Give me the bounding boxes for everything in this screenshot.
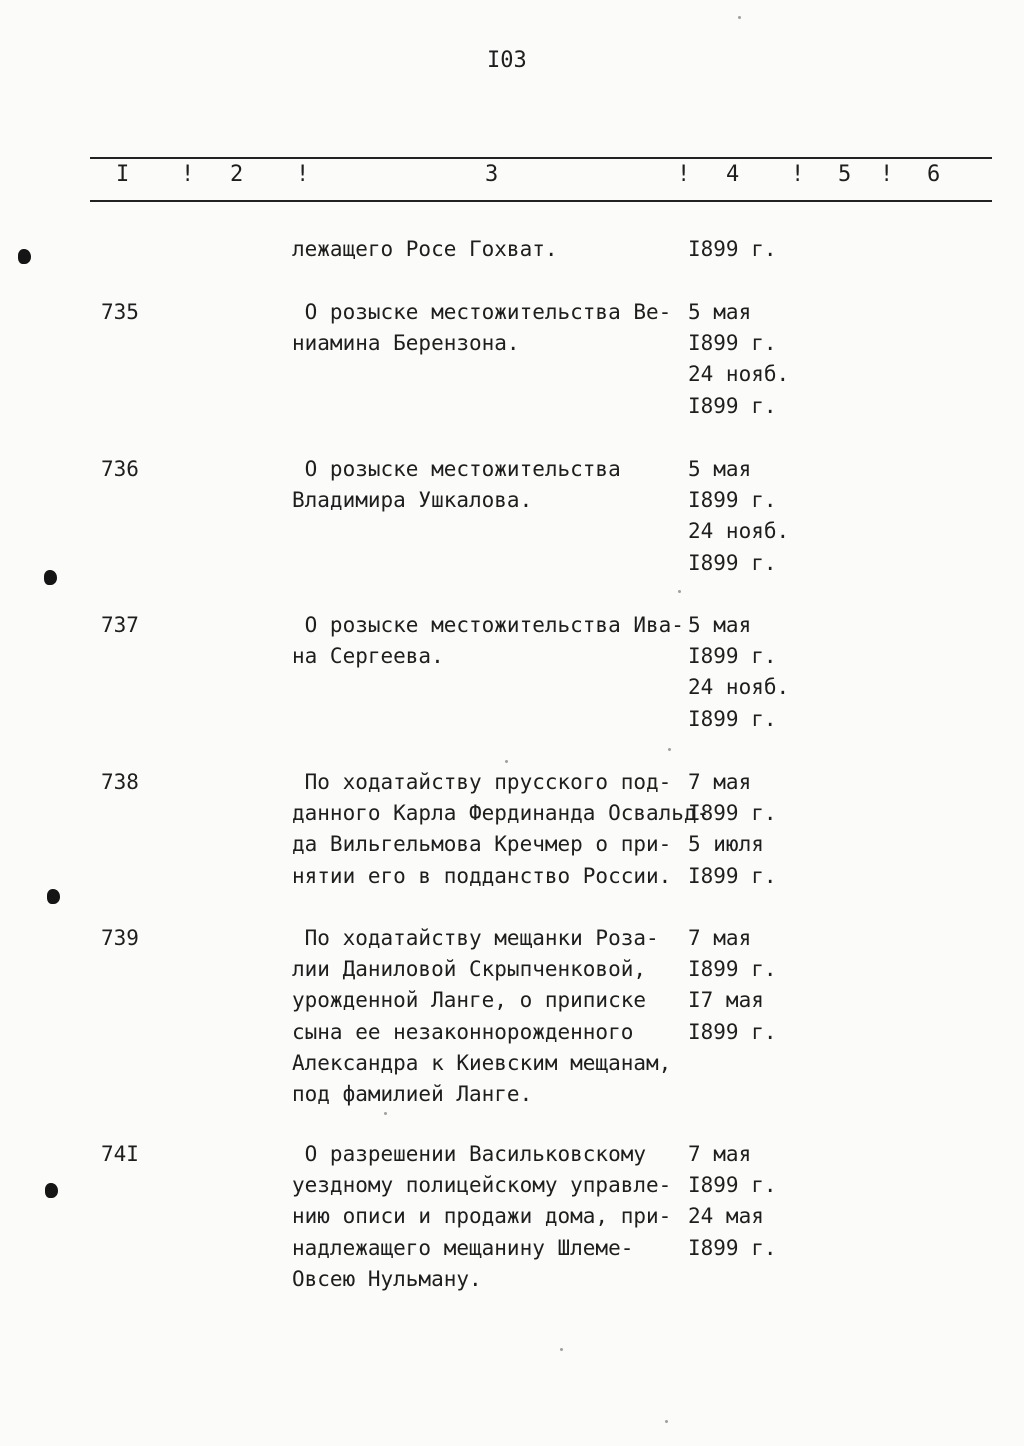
description-line: да Вильгельмова Кречмер о при- (292, 832, 672, 857)
entry-description (292, 767, 710, 892)
entry-dates (688, 1139, 848, 1264)
table-header-row (0, 162, 1024, 192)
date-line: 5 мая (688, 300, 752, 324)
description-line: О розыске местожительства (292, 457, 621, 481)
column-header: I (116, 162, 130, 187)
scan-speck (560, 1348, 563, 1351)
description-line: на Сергеева. (292, 644, 444, 669)
date-line: I899 г. (688, 550, 777, 575)
date-line: 7 мая (688, 1142, 752, 1166)
date-line: I899 г. (688, 1173, 777, 1198)
punch-hole-mark (44, 570, 57, 585)
punch-hole-mark (47, 889, 60, 904)
description-line: нятии его в подданство России. (292, 863, 672, 888)
description-line: нию описи и продажи дома, при- (292, 1204, 672, 1229)
description-line: лежащего Росе Гохват. (292, 237, 558, 261)
column-header: 4 (726, 162, 740, 187)
description-line: Владимира Ушкалова. (292, 488, 533, 513)
date-line: 24 нояб. (688, 675, 790, 700)
entry-description (292, 610, 692, 672)
column-separator: ! (181, 162, 195, 187)
date-line: 24 нояб. (688, 519, 790, 544)
entry-number: 739 (101, 926, 139, 950)
description-line: Овсею Нульману. (292, 1266, 482, 1291)
description-line: ниамина Берензона. (292, 331, 520, 356)
entry-dates (688, 297, 848, 422)
entry-dates (688, 610, 848, 735)
column-separator: ! (677, 162, 691, 187)
table-bottom-rule (90, 200, 992, 202)
entry-dates (688, 454, 848, 579)
description-line: сына ее незаконнорожденного (292, 1019, 634, 1044)
scan-speck (665, 1420, 668, 1423)
entry-dates (688, 923, 848, 1048)
description-line: О розыске местожительства Ива- (292, 613, 684, 637)
column-header: 3 (485, 162, 499, 187)
date-line: 5 июля (688, 832, 764, 857)
entry-number: 74I (101, 1142, 139, 1166)
date-line: I899 г. (688, 237, 777, 261)
date-line: I899 г. (688, 706, 777, 731)
date-line: 7 мая (688, 926, 752, 950)
entry-dates (688, 767, 848, 892)
description-line: О разрешении Васильковскому (292, 1142, 647, 1166)
description-line: лии Даниловой Скрыпченковой, (292, 957, 647, 982)
column-separator: ! (296, 162, 310, 187)
date-line: I899 г. (688, 801, 777, 826)
date-line: 5 мая (688, 457, 752, 481)
column-header: 2 (230, 162, 244, 187)
date-line: I7 мая (688, 988, 764, 1013)
description-line: надлежащего мещанину Шлеме- (292, 1235, 634, 1260)
punch-hole-mark (45, 1183, 58, 1198)
scan-speck (678, 590, 681, 593)
entry-number: 738 (101, 770, 139, 794)
scan-speck (384, 1112, 387, 1115)
column-separator: ! (880, 162, 894, 187)
date-line: I899 г. (688, 488, 777, 513)
entry-dates (688, 234, 848, 265)
date-line: 24 мая (688, 1204, 764, 1229)
entry-number: 737 (101, 613, 139, 637)
description-line: данного Карла Фердинанда Освальд- (292, 801, 710, 826)
description-line: По ходатайству мещанки Роза- (292, 926, 659, 950)
date-line: I899 г. (688, 331, 777, 356)
entry-description (292, 1139, 692, 1295)
date-line: 7 мая (688, 770, 752, 794)
date-line: I899 г. (688, 1235, 777, 1260)
date-line: I899 г. (688, 644, 777, 669)
date-line: I899 г. (688, 1019, 777, 1044)
page-number: I03 (487, 48, 527, 73)
column-header: 5 (838, 162, 852, 187)
column-separator: ! (791, 162, 805, 187)
description-line: урожденной Ланге, о приписке (292, 988, 647, 1013)
scan-speck (738, 16, 741, 19)
table-top-rule (90, 157, 992, 159)
entry-description (292, 234, 692, 265)
entry-number: 736 (101, 457, 139, 481)
description-line: уездному полицейскому управле- (292, 1173, 672, 1198)
scan-speck (505, 760, 508, 763)
date-line: I899 г. (688, 393, 777, 418)
description-line: под фамилией Ланге. (292, 1081, 533, 1106)
description-line: По ходатайству прусского под- (292, 770, 672, 794)
entry-description (292, 923, 692, 1110)
date-line: I899 г. (688, 957, 777, 982)
entry-number: 735 (101, 300, 139, 324)
scan-speck (668, 748, 671, 751)
description-line: Александра к Киевским мещанам, (292, 1050, 672, 1075)
entry-description (292, 454, 692, 516)
date-line: 5 мая (688, 613, 752, 637)
punch-hole-mark (18, 249, 31, 264)
date-line: I899 г. (688, 863, 777, 888)
description-line: О розыске местожительства Ве- (292, 300, 672, 324)
date-line: 24 нояб. (688, 362, 790, 387)
column-header: 6 (927, 162, 941, 187)
entry-description (292, 297, 692, 359)
